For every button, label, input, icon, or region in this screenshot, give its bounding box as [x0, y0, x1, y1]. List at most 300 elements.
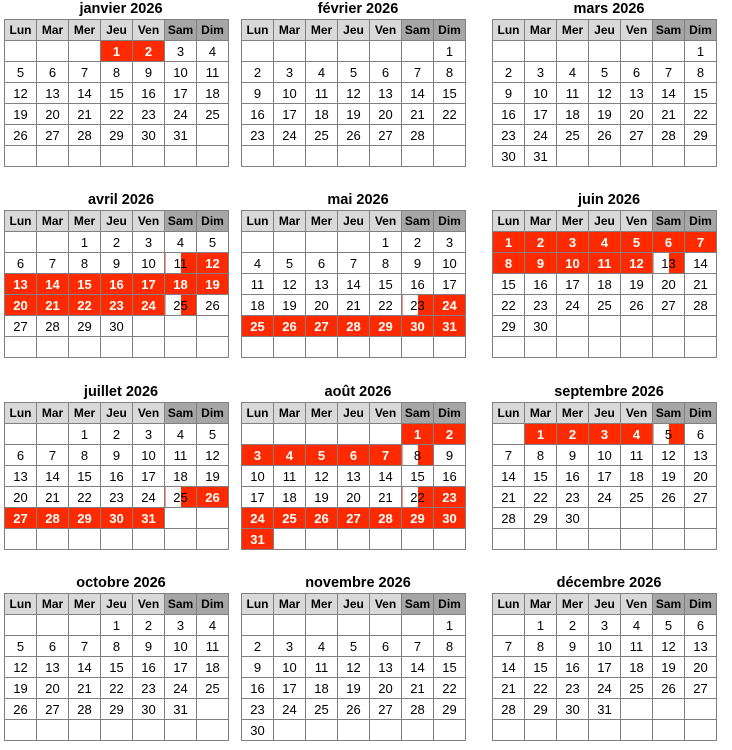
day-cell: 23	[434, 487, 466, 508]
empty-cell	[653, 316, 685, 337]
day-cell: 14	[402, 83, 434, 104]
day-cell: 7	[69, 62, 101, 83]
day-cell: 17	[274, 104, 306, 125]
day-cell: 24	[557, 295, 589, 316]
day-cell: 16	[557, 657, 589, 678]
day-cell: 9	[557, 445, 589, 466]
week-row	[242, 295, 466, 316]
day-cell: 16	[242, 104, 274, 125]
day-cell: 30	[493, 146, 525, 167]
weekday-header: Dim	[197, 211, 229, 232]
weekday-header: Ven	[621, 403, 653, 424]
empty-cell	[69, 529, 101, 550]
week-row	[493, 295, 717, 316]
empty-cell	[242, 146, 274, 167]
month-grid	[492, 402, 717, 550]
day-cell: 4	[589, 232, 621, 253]
day-cell: 14	[69, 657, 101, 678]
day-cell: 19	[197, 466, 229, 487]
day-cell: 21	[402, 678, 434, 699]
day-cell: 3	[242, 445, 274, 466]
day-cell: 18	[165, 274, 197, 295]
weekday-header: Dim	[197, 20, 229, 41]
day-cell: 17	[589, 657, 621, 678]
empty-cell	[242, 424, 274, 445]
day-cell: 24	[165, 104, 197, 125]
day-cell: 26	[653, 487, 685, 508]
day-cell: 31	[165, 125, 197, 146]
empty-cell	[557, 529, 589, 550]
day-cell: 21	[338, 295, 370, 316]
month-title: janvier 2026	[79, 1, 163, 17]
weekday-header-row	[5, 211, 229, 232]
day-cell: 12	[274, 274, 306, 295]
day-cell: 15	[434, 83, 466, 104]
day-cell: 10	[133, 253, 165, 274]
month-title: juillet 2026	[83, 384, 159, 400]
weekday-header: Lun	[242, 594, 274, 615]
week-row	[5, 699, 229, 720]
day-cell: 26	[621, 295, 653, 316]
empty-cell	[338, 41, 370, 62]
day-cell: 29	[69, 508, 101, 529]
day-cell: 22	[101, 678, 133, 699]
empty-cell	[197, 508, 229, 529]
weekday-header: Jeu	[589, 403, 621, 424]
empty-cell	[5, 337, 37, 358]
day-cell: 19	[621, 274, 653, 295]
day-cell: 21	[653, 104, 685, 125]
weekday-header: Mar	[525, 403, 557, 424]
empty-cell	[165, 337, 197, 358]
day-cell: 7	[69, 636, 101, 657]
day-cell: 22	[685, 104, 717, 125]
day-cell: 29	[69, 316, 101, 337]
day-cell: 28	[653, 125, 685, 146]
day-cell: 25	[306, 699, 338, 720]
empty-cell	[370, 615, 402, 636]
empty-cell	[197, 720, 229, 741]
day-cell: 30	[402, 316, 434, 337]
weekday-header: Mar	[37, 403, 69, 424]
day-cell: 30	[557, 699, 589, 720]
week-row	[242, 274, 466, 295]
weekday-header: Ven	[370, 403, 402, 424]
empty-cell	[370, 146, 402, 167]
empty-cell	[338, 720, 370, 741]
day-cell: 25	[197, 104, 229, 125]
day-cell: 25	[589, 295, 621, 316]
day-cell: 22	[434, 104, 466, 125]
empty-cell	[338, 615, 370, 636]
week-row	[5, 445, 229, 466]
day-cell: 14	[37, 466, 69, 487]
empty-cell	[338, 529, 370, 550]
empty-cell	[101, 720, 133, 741]
day-cell: 9	[133, 62, 165, 83]
day-cell: 29	[101, 125, 133, 146]
day-cell: 11	[306, 83, 338, 104]
day-cell: 12	[589, 83, 621, 104]
day-cell: 26	[338, 125, 370, 146]
day-cell: 31	[165, 699, 197, 720]
empty-cell	[165, 316, 197, 337]
weekday-header-row	[493, 594, 717, 615]
week-row	[5, 529, 229, 550]
day-cell: 27	[370, 699, 402, 720]
weekday-header-row	[5, 594, 229, 615]
day-cell: 5	[653, 424, 685, 445]
empty-cell	[133, 529, 165, 550]
empty-cell	[434, 125, 466, 146]
empty-cell	[402, 720, 434, 741]
empty-cell	[493, 337, 525, 358]
empty-cell	[338, 337, 370, 358]
week-row	[242, 720, 466, 741]
empty-cell	[133, 316, 165, 337]
empty-cell	[274, 720, 306, 741]
empty-cell	[69, 720, 101, 741]
day-cell: 26	[306, 508, 338, 529]
day-cell: 21	[37, 295, 69, 316]
day-cell: 12	[653, 636, 685, 657]
day-cell: 14	[370, 466, 402, 487]
week-row	[5, 487, 229, 508]
day-cell: 8	[434, 62, 466, 83]
day-cell: 30	[101, 508, 133, 529]
day-cell: 23	[493, 125, 525, 146]
empty-cell	[274, 41, 306, 62]
weekday-header: Dim	[685, 211, 717, 232]
day-cell: 20	[370, 678, 402, 699]
day-cell: 18	[621, 657, 653, 678]
day-cell: 12	[338, 657, 370, 678]
day-cell: 27	[685, 487, 717, 508]
day-cell: 10	[274, 83, 306, 104]
empty-cell	[402, 529, 434, 550]
day-cell: 16	[493, 104, 525, 125]
empty-cell	[370, 529, 402, 550]
day-cell: 28	[37, 316, 69, 337]
empty-cell	[557, 316, 589, 337]
weekday-header: Dim	[434, 211, 466, 232]
day-cell: 18	[557, 104, 589, 125]
week-row	[493, 615, 717, 636]
day-cell: 5	[338, 636, 370, 657]
day-cell: 7	[370, 445, 402, 466]
day-cell: 18	[197, 657, 229, 678]
day-cell: 29	[402, 508, 434, 529]
empty-cell	[69, 146, 101, 167]
day-cell: 28	[402, 125, 434, 146]
month-title: novembre 2026	[305, 575, 411, 591]
day-cell: 25	[242, 316, 274, 337]
day-cell: 8	[101, 636, 133, 657]
day-cell: 23	[133, 104, 165, 125]
day-cell: 14	[69, 83, 101, 104]
day-cell: 28	[493, 508, 525, 529]
week-row	[493, 337, 717, 358]
week-row	[493, 636, 717, 657]
day-cell: 16	[434, 466, 466, 487]
empty-cell	[434, 529, 466, 550]
empty-cell	[242, 337, 274, 358]
weekday-header: Mar	[37, 211, 69, 232]
day-cell: 8	[434, 636, 466, 657]
empty-cell	[653, 508, 685, 529]
day-cell: 25	[165, 295, 197, 316]
week-row	[493, 445, 717, 466]
empty-cell	[621, 508, 653, 529]
day-cell: 23	[557, 487, 589, 508]
weekday-header: Mar	[274, 211, 306, 232]
day-cell: 20	[338, 487, 370, 508]
empty-cell	[133, 146, 165, 167]
day-cell: 15	[493, 274, 525, 295]
empty-cell	[589, 146, 621, 167]
empty-cell	[557, 146, 589, 167]
day-cell: 21	[37, 487, 69, 508]
day-cell: 13	[5, 274, 37, 295]
day-cell: 3	[165, 41, 197, 62]
week-row	[242, 316, 466, 337]
day-cell: 12	[306, 466, 338, 487]
weekday-header: Sam	[402, 20, 434, 41]
weekday-header: Jeu	[101, 211, 133, 232]
week-row	[493, 699, 717, 720]
day-cell: 6	[653, 232, 685, 253]
day-cell: 31	[133, 508, 165, 529]
day-cell: 11	[165, 253, 197, 274]
weekday-header: Ven	[370, 20, 402, 41]
day-cell: 20	[370, 104, 402, 125]
week-row	[242, 508, 466, 529]
weekday-header: Jeu	[589, 594, 621, 615]
day-cell: 23	[101, 295, 133, 316]
weekday-header: Lun	[242, 211, 274, 232]
day-cell: 22	[525, 678, 557, 699]
empty-cell	[37, 232, 69, 253]
empty-cell	[165, 529, 197, 550]
week-row	[493, 657, 717, 678]
week-row	[493, 146, 717, 167]
day-cell: 1	[101, 41, 133, 62]
day-cell: 2	[434, 424, 466, 445]
empty-cell	[493, 41, 525, 62]
empty-cell	[306, 337, 338, 358]
weekday-header: Ven	[621, 594, 653, 615]
day-cell: 27	[685, 678, 717, 699]
week-row	[5, 62, 229, 83]
month-grid	[492, 593, 717, 741]
day-cell: 24	[589, 487, 621, 508]
day-cell: 31	[525, 146, 557, 167]
weekday-header: Mer	[557, 20, 589, 41]
day-cell: 21	[402, 104, 434, 125]
empty-cell	[274, 337, 306, 358]
day-cell: 8	[525, 636, 557, 657]
day-cell: 1	[685, 41, 717, 62]
day-cell: 15	[370, 274, 402, 295]
day-cell: 1	[434, 41, 466, 62]
day-cell: 11	[274, 466, 306, 487]
weekday-header: Sam	[165, 211, 197, 232]
day-cell: 14	[653, 83, 685, 104]
empty-cell	[685, 146, 717, 167]
day-cell: 29	[434, 699, 466, 720]
week-row	[493, 508, 717, 529]
month-grid	[4, 210, 229, 358]
empty-cell	[525, 337, 557, 358]
week-row	[242, 62, 466, 83]
day-cell: 20	[37, 104, 69, 125]
week-row	[493, 424, 717, 445]
day-cell: 19	[306, 487, 338, 508]
day-cell: 7	[37, 253, 69, 274]
week-row	[493, 83, 717, 104]
weekday-header-row	[5, 20, 229, 41]
day-cell: 25	[306, 125, 338, 146]
empty-cell	[493, 424, 525, 445]
weekday-header: Mar	[37, 594, 69, 615]
day-cell: 24	[242, 508, 274, 529]
day-cell: 11	[621, 445, 653, 466]
month-grid	[241, 402, 466, 550]
day-cell: 16	[133, 657, 165, 678]
day-cell: 1	[402, 424, 434, 445]
week-row	[242, 615, 466, 636]
week-row	[242, 253, 466, 274]
day-cell: 8	[685, 62, 717, 83]
day-cell: 28	[493, 699, 525, 720]
day-cell: 8	[370, 253, 402, 274]
day-cell: 11	[621, 636, 653, 657]
day-cell: 19	[653, 657, 685, 678]
empty-cell	[653, 146, 685, 167]
weekday-header-row	[242, 20, 466, 41]
empty-cell	[165, 146, 197, 167]
day-cell: 21	[685, 274, 717, 295]
week-row	[5, 720, 229, 741]
weekday-header: Mer	[557, 403, 589, 424]
day-cell: 26	[5, 699, 37, 720]
empty-cell	[589, 529, 621, 550]
day-cell: 5	[621, 232, 653, 253]
week-row	[5, 104, 229, 125]
empty-cell	[242, 232, 274, 253]
day-cell: 2	[242, 636, 274, 657]
day-cell: 1	[493, 232, 525, 253]
weekday-header: Sam	[653, 403, 685, 424]
day-cell: 21	[69, 678, 101, 699]
month-title: mars 2026	[573, 1, 645, 17]
day-cell: 4	[306, 636, 338, 657]
week-row	[493, 62, 717, 83]
day-cell: 16	[101, 274, 133, 295]
empty-cell	[685, 720, 717, 741]
day-cell: 6	[5, 253, 37, 274]
weekday-header-row	[493, 20, 717, 41]
day-cell: 10	[589, 445, 621, 466]
day-cell: 12	[621, 253, 653, 274]
day-cell: 2	[493, 62, 525, 83]
day-cell: 6	[37, 636, 69, 657]
day-cell: 28	[685, 295, 717, 316]
day-cell: 22	[402, 487, 434, 508]
day-cell: 6	[621, 62, 653, 83]
empty-cell	[370, 424, 402, 445]
day-cell: 13	[306, 274, 338, 295]
day-cell: 1	[525, 424, 557, 445]
day-cell: 14	[37, 274, 69, 295]
day-cell: 9	[242, 83, 274, 104]
weekday-header: Dim	[197, 594, 229, 615]
day-cell: 17	[165, 657, 197, 678]
empty-cell	[133, 720, 165, 741]
day-cell: 2	[101, 424, 133, 445]
day-cell: 1	[69, 232, 101, 253]
day-cell: 3	[133, 424, 165, 445]
day-cell: 30	[557, 508, 589, 529]
day-cell: 19	[5, 678, 37, 699]
week-row	[242, 636, 466, 657]
weekday-header: Mar	[525, 211, 557, 232]
empty-cell	[5, 424, 37, 445]
weekday-header: Mar	[274, 403, 306, 424]
day-cell: 6	[370, 636, 402, 657]
day-cell: 5	[197, 424, 229, 445]
day-cell: 26	[5, 125, 37, 146]
month-title: octobre 2026	[76, 575, 166, 591]
day-cell: 13	[37, 657, 69, 678]
weekday-header: Ven	[133, 20, 165, 41]
empty-cell	[370, 337, 402, 358]
day-cell: 12	[5, 83, 37, 104]
empty-cell	[685, 337, 717, 358]
day-cell: 9	[133, 636, 165, 657]
empty-cell	[621, 146, 653, 167]
day-cell: 20	[685, 466, 717, 487]
weekday-header: Dim	[685, 594, 717, 615]
empty-cell	[589, 508, 621, 529]
day-cell: 4	[274, 445, 306, 466]
weekday-header: Mer	[69, 20, 101, 41]
empty-cell	[197, 316, 229, 337]
day-cell: 3	[525, 62, 557, 83]
day-cell: 17	[165, 83, 197, 104]
day-cell: 16	[525, 274, 557, 295]
day-cell: 19	[338, 678, 370, 699]
day-cell: 5	[5, 62, 37, 83]
day-cell: 23	[242, 125, 274, 146]
week-row	[5, 146, 229, 167]
week-row	[242, 125, 466, 146]
day-cell: 13	[37, 83, 69, 104]
day-cell: 10	[525, 83, 557, 104]
week-row	[242, 83, 466, 104]
weekday-header: Mer	[69, 594, 101, 615]
day-cell: 29	[370, 316, 402, 337]
week-row	[242, 41, 466, 62]
empty-cell	[306, 232, 338, 253]
empty-cell	[37, 337, 69, 358]
day-cell: 26	[653, 678, 685, 699]
day-cell: 15	[402, 466, 434, 487]
month-title: février 2026	[317, 1, 399, 17]
day-cell: 28	[402, 699, 434, 720]
empty-cell	[37, 529, 69, 550]
day-cell: 7	[37, 445, 69, 466]
